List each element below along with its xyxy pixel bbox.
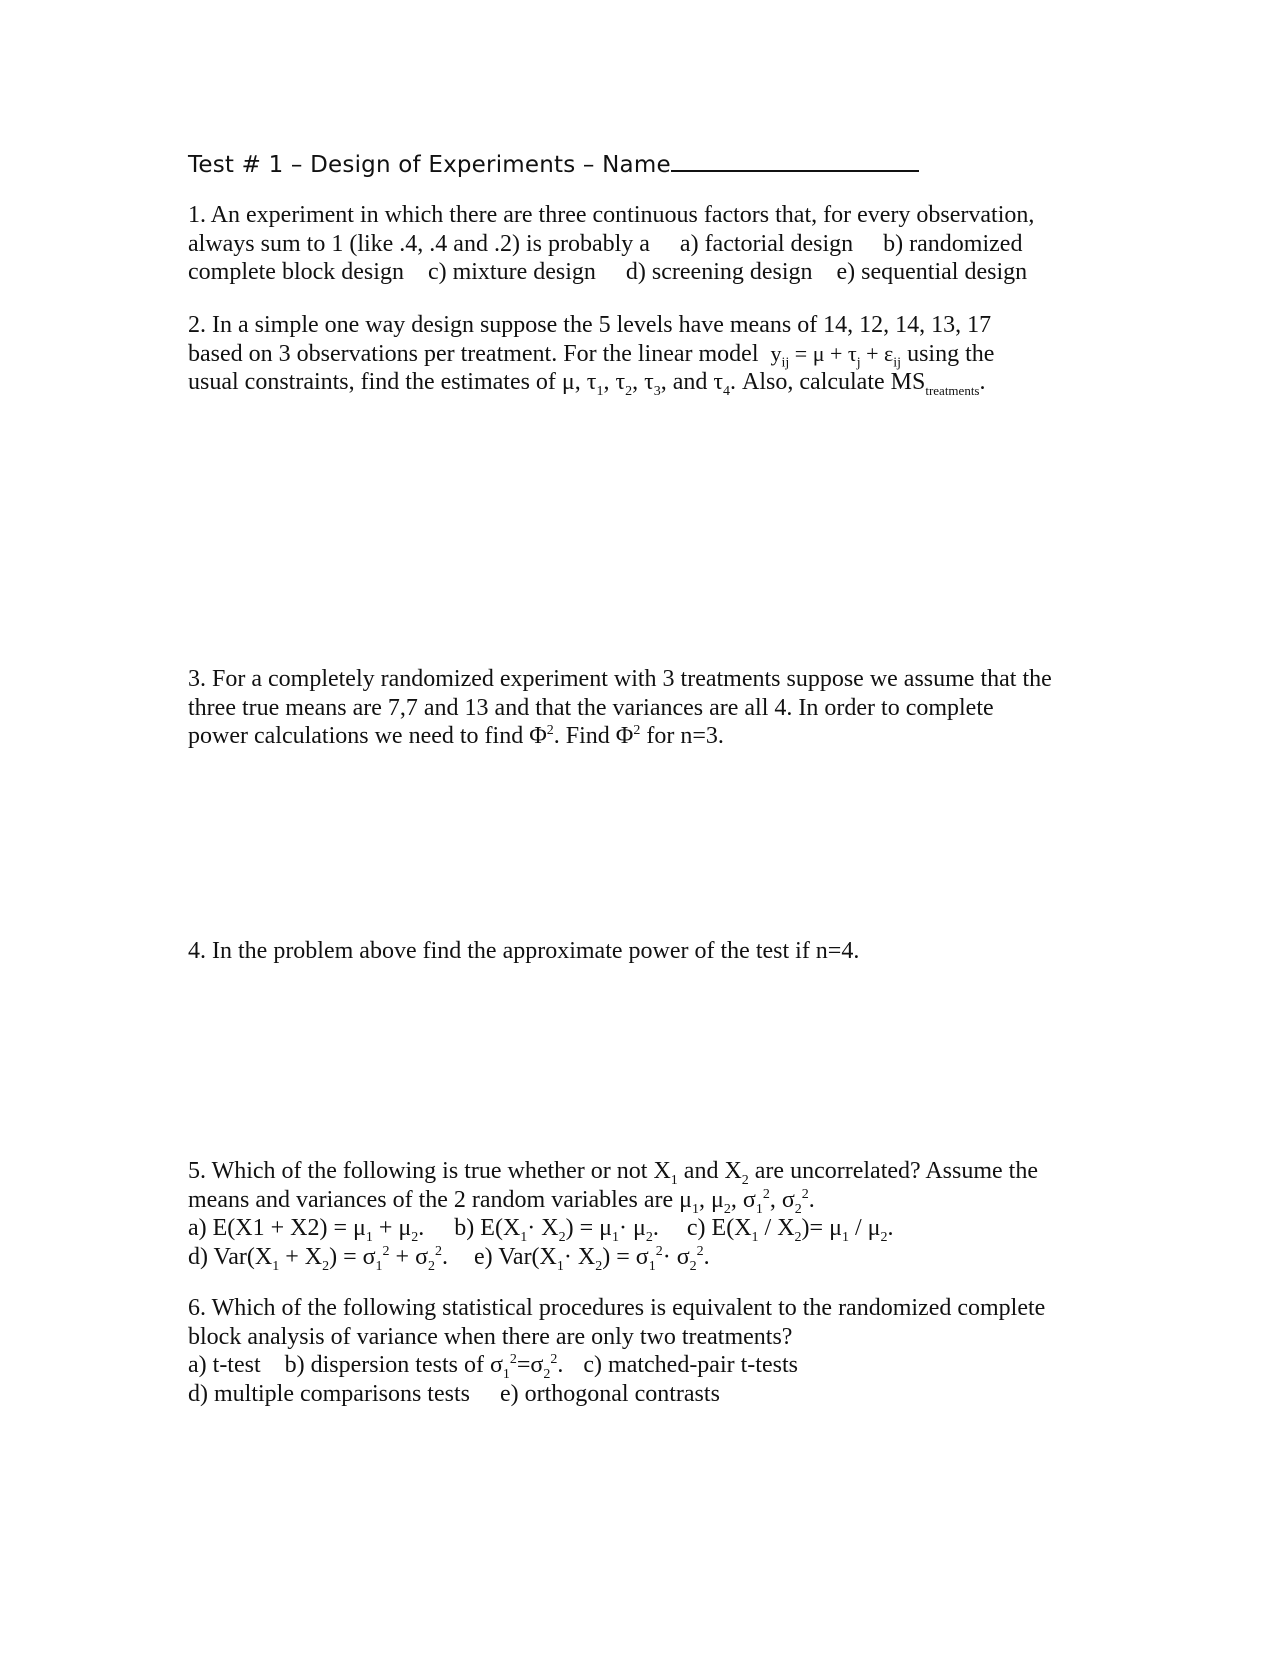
q5-d-plus2: + σ [389,1244,429,1271]
q6-b-sup1: 2 [509,1352,517,1368]
q5-c-div: / μ [848,1215,881,1242]
q6-b-sub2: 2 [543,1367,551,1383]
q5-line-2 [188,1186,1118,1215]
q5-option-b [454,1215,659,1246]
q6-line-1: 6. Which of the following statistical procedures is equivalent to the randomized complete [188,1295,1046,1321]
q5-c-sub2: 2 [794,1230,802,1246]
q5-d-eq: ) = σ [329,1244,376,1271]
question-2 [188,311,1118,400]
q5-e-text: e) Var(X [474,1244,557,1271]
q6-b-text: b) dispersion tests of σ [284,1352,503,1379]
q5-e-sig-sup1: 2 [655,1244,663,1260]
q5-a-sub2: 2 [411,1230,419,1246]
q5-option-c [686,1215,894,1246]
title-text: Test # 1 – Design of Experiments – Name [188,152,671,178]
q5-option-e [474,1244,710,1274]
question-5 [188,1157,1118,1272]
q2-text: based on 3 observations per treatment. For the linear model [188,340,759,367]
model-eps: + ε [860,340,894,366]
question-4 [188,937,1118,966]
q5-d-text: d) Var(X [188,1244,273,1271]
q1-option-b-cont: complete block design [188,259,404,286]
q5-text: 5. Which of the following is true whether or not X [188,1158,671,1184]
q3-line-3 [188,722,1118,751]
question-3 [188,665,1118,751]
tau-4: , and τ [660,369,724,396]
q5-c-slash: / X [758,1215,795,1242]
tau-sub-1: 1 [596,384,604,400]
q6-line-2: block analysis of variance when there are only two treatments? [188,1323,793,1350]
q5-e-sub2: 2 [595,1258,603,1274]
phi-squared-sup-2: 2 [633,723,641,739]
q6-b-sub1: 1 [502,1367,510,1383]
q5-e-sig-sub1: 1 [648,1258,656,1274]
q2-text-cont: using the [901,340,995,367]
q5-e-sig-sup2: 2 [696,1244,704,1260]
q5-option-a [188,1215,425,1246]
sigma-sub-2: 2 [794,1201,802,1217]
q3-phi-text: power calculations we need to find Φ [188,723,547,750]
q5-d-sig-sub2: 2 [428,1258,436,1274]
q5-e-eq: ) = σ [602,1244,649,1271]
q5-d-sig-sup1: 2 [382,1244,390,1260]
q5-d-sig-sup2: 2 [435,1244,443,1260]
q6-line-3 [188,1351,1118,1383]
q2-line-2 [188,340,1118,369]
q3-line-1: 3. For a completely randomized experiment with 3 treatments suppose we assume that the [188,666,1052,692]
q5-e-dot2: · [662,1244,671,1271]
q6-b-end: . [557,1352,564,1379]
q4-line-1: 4. In the problem above find the approximate power of the test if n=4. [188,938,860,964]
q5-c-eq: )= μ [801,1215,842,1242]
x-sub-2: 2 [741,1172,749,1188]
x-sub-1: 1 [670,1172,678,1188]
q3-end: for n=3. [640,723,724,750]
q5-d-sig-sub1: 1 [375,1258,383,1274]
q5-a-sub1: 1 [365,1230,373,1246]
linear-model-equation [770,340,902,371]
q1-line-2 [188,230,1118,259]
q6-option-e: e) orthogonal contrasts [499,1381,720,1408]
sigma-sup-2: 2 [801,1186,809,1202]
q5-b-x2: X [535,1215,559,1242]
q5-c-text: c) E(X [686,1215,752,1242]
model-y-sub: ij [781,355,790,371]
q5-end: . [808,1186,815,1213]
q3-line-2: three true means are 7,7 and 13 and that the variances are all 4. In order to complete [188,694,994,721]
q6-option-b [284,1352,564,1383]
ms-treatments-sub: treatments [925,383,980,399]
q5-d-sub2: 2 [322,1258,330,1274]
q1-stem: always sum to 1 (like .4, .4 and .2) is probably a [188,230,650,257]
tau-sub-2: 2 [625,384,633,400]
q5-b-eq: ) = μ [565,1215,613,1242]
q6-b-sup2: 2 [550,1352,558,1368]
q3-find-phi: . Find Φ [553,723,634,750]
q2-estimates: usual constraints, find the estimates of μ, τ [188,369,597,396]
phi-squared-sup: 2 [546,723,554,739]
model-mu-tau: = μ + τ [789,340,857,366]
q5-e-x2: X [571,1244,596,1271]
q2-end: . [979,369,986,396]
q6-line-4 [188,1380,1118,1409]
tau-3: , τ [632,369,654,396]
q5-and-x: and X [677,1158,742,1184]
q5-b-mu-sub1: 1 [612,1230,620,1246]
tau-2: , τ [603,369,626,396]
q5-sigma1: , σ [730,1186,756,1213]
q1-line-3 [188,258,1118,287]
q6-option-a: a) t-test [188,1352,261,1379]
q5-d-sub1: 1 [272,1258,280,1274]
q5-e-sig-sub2: 2 [689,1258,697,1274]
q5-a-text: a) E(X1 + X2) = μ [188,1215,366,1242]
q5-a-end: . [418,1215,425,1242]
tau-sub-4: 4 [723,384,731,400]
q5-b-dot2: · [619,1215,628,1242]
question-6 [188,1294,1118,1409]
q5-mu2: , μ [699,1186,724,1213]
q5-a-plus: + μ [372,1215,412,1242]
q5-line-4 [188,1243,1118,1272]
q2-line-3 [188,368,1118,400]
q1-option-a: a) factorial design [679,230,854,257]
model-eps-sub: ij [893,355,902,371]
model-y: y [770,340,782,366]
q5-e-dot: · [563,1244,572,1271]
q5-b-mu2: μ [627,1215,646,1242]
q5-c-sub1: 1 [751,1230,759,1246]
mu-sub-1: 1 [692,1201,699,1217]
q5-line-3 [188,1214,1118,1246]
q5-e-sub1: 1 [556,1258,564,1274]
mu-sub-2: 2 [723,1201,731,1217]
q6-option-d: d) multiple comparisons tests [188,1381,470,1408]
q6-option-c: c) matched-pair t-tests [583,1352,798,1379]
q2-line-1: 2. In a simple one way design suppose the 5 levels have means of 14, 12, 14, 13, 17 [188,312,992,338]
q1-line-1: 1. An experiment in which there are three continuous factors that, for every observation, [188,202,1035,228]
q5-line-1 [188,1157,1118,1186]
name-blank-line[interactable] [671,150,919,172]
q5-means: means and variances of the 2 random variables are μ [188,1186,692,1213]
q5-c-end: . [887,1215,894,1242]
q5-d-plus: + X [279,1244,323,1271]
q1-option-b: b) randomized [883,230,1023,257]
q5-e-end: . [703,1244,710,1271]
q5-b-end: . [652,1215,659,1242]
q5-b-text: b) E(X [454,1215,521,1242]
q5-c-mu-sub1: 1 [841,1230,849,1246]
question-1 [188,201,1118,287]
model-tau-sub: j [856,355,861,371]
sigma-sup-1: 2 [762,1186,770,1202]
q5-sigma2: , σ [769,1186,795,1213]
q5-d-end: . [442,1244,449,1271]
q5-b-dot: · [527,1215,536,1242]
sigma-sub-1: 1 [755,1201,763,1217]
q5-option-d [188,1244,449,1274]
q5-e-sig2: σ [670,1244,690,1271]
q5-text-cont: are uncorrelated? Assume the [748,1158,1038,1184]
q5-c-mu-sub2: 2 [880,1230,888,1246]
q1-option-e: e) sequential design [836,259,1028,286]
q5-b-sub1: 1 [520,1230,528,1246]
q5-b-sub2: 2 [558,1230,566,1246]
ms-text: . Also, calculate MS [730,369,926,396]
q6-b-eq: =σ [516,1352,544,1379]
test-title [188,150,919,178]
q1-option-c: c) mixture design [427,259,596,286]
q5-b-mu-sub2: 2 [645,1230,653,1246]
q1-option-d: d) screening design [625,259,813,286]
tau-sub-3: 3 [653,384,661,400]
